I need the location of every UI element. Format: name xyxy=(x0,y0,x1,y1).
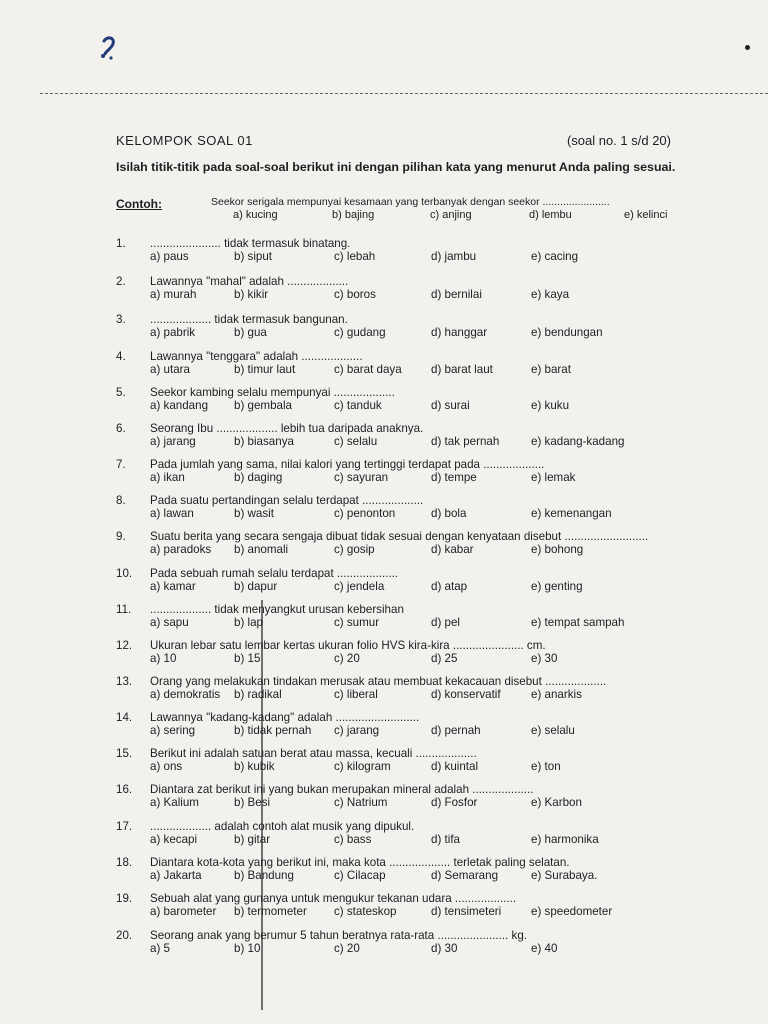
answer-option: d) bola xyxy=(431,507,467,520)
answer-option: c) selalu xyxy=(334,435,378,448)
question-stem: Sebuah alat yang gunanya untuk mengukur tekanan udara ................... xyxy=(150,892,517,905)
answer-option: b) gitar xyxy=(234,833,271,846)
question-item xyxy=(116,237,696,267)
question-number: 1. xyxy=(116,237,126,250)
answer-option: c) barat daya xyxy=(334,363,402,376)
answer-option: d) tempe xyxy=(431,471,477,484)
answer-option: a) Jakarta xyxy=(150,869,202,882)
answer-option: e) Karbon xyxy=(531,796,582,809)
question-item xyxy=(116,711,696,741)
example-label: Contoh: xyxy=(116,197,162,211)
answer-option: c) Natrium xyxy=(334,796,388,809)
answer-option: d) hanggar xyxy=(431,326,488,339)
question-stem: Lawannya "mahal" adalah ................... xyxy=(150,275,349,288)
example-block xyxy=(116,196,676,222)
answer-option: a) Kalium xyxy=(150,796,199,809)
answer-option: a) sapu xyxy=(150,616,189,629)
answer-option: d) barat laut xyxy=(431,363,493,376)
answer-option: a) kecapi xyxy=(150,833,198,846)
question-number: 14. xyxy=(116,711,133,724)
answer-option: b) 15 xyxy=(234,652,261,665)
answer-option: b) gembala xyxy=(234,399,293,412)
answer-option: b) biasanya xyxy=(234,435,294,448)
answer-option: c) lebah xyxy=(334,250,376,263)
question-stem: Seekor kambing selalu mempunyai ................... xyxy=(150,386,395,399)
answer-option: b) dapur xyxy=(234,580,278,593)
question-item xyxy=(116,820,696,850)
answer-option: e) selalu xyxy=(531,724,575,737)
answer-option: e) bohong xyxy=(531,543,584,556)
question-number: 17. xyxy=(116,820,133,833)
answer-option: c) kilogram xyxy=(334,760,391,773)
answer-option: c) sumur xyxy=(334,616,380,629)
question-number: 7. xyxy=(116,458,126,471)
question-item xyxy=(116,675,696,705)
question-stem: Pada jumlah yang sama, nilai kalori yang tertinggi terdapat pada ................... xyxy=(150,458,545,471)
answer-option: c) gosip xyxy=(334,543,375,556)
answer-option: d) kuintal xyxy=(431,760,479,773)
answer-option: c) stateskop xyxy=(334,905,397,918)
answer-option: c) Cilacap xyxy=(334,869,386,882)
answer-option: e) cacing xyxy=(531,250,579,263)
answer-option: a) lawan xyxy=(150,507,194,520)
question-item xyxy=(116,422,696,452)
answer-option: c) jendela xyxy=(334,580,385,593)
answer-option: a) 10 xyxy=(150,652,177,665)
question-range: (soal no. 1 s/d 20) xyxy=(566,133,671,148)
question-number: 20. xyxy=(116,929,133,942)
answer-option: b) lap xyxy=(234,616,264,629)
answer-option: e) barat xyxy=(531,363,571,376)
answer-option: b) kikir xyxy=(234,288,269,301)
question-item xyxy=(116,313,696,343)
question-number: 18. xyxy=(116,856,133,869)
answer-option: e) bendungan xyxy=(531,326,603,339)
question-item xyxy=(116,350,696,380)
top-divider xyxy=(40,93,768,94)
question-item xyxy=(116,892,696,922)
example-stem: Seekor serigala mempunyai kesamaan yang terbanyak dengan seekor ....................... xyxy=(211,196,610,208)
answer-option: a) ons xyxy=(150,760,183,773)
answer-option: a) kandang xyxy=(150,399,209,412)
answer-option: d) tifa xyxy=(431,833,460,846)
answer-option: d) atap xyxy=(431,580,468,593)
answer-option: a) demokratis xyxy=(150,688,221,701)
question-item xyxy=(116,567,696,597)
question-stem: Seorang anak yang berumur 5 tahun beratnya rata-rata ...................... kg. xyxy=(150,929,528,942)
answer-option: d) tensimeteri xyxy=(431,905,502,918)
question-stem: Seorang Ibu ................... lebih tua daripada anaknya. xyxy=(150,422,424,435)
question-stem: Lawannya "kadang-kadang" adalah .......................... xyxy=(150,711,420,724)
question-number: 12. xyxy=(116,639,133,652)
question-number: 15. xyxy=(116,747,133,760)
example-option: d) lembu xyxy=(529,209,572,221)
answer-option: e) speedometer xyxy=(531,905,613,918)
example-option: a) kucing xyxy=(233,209,278,221)
answer-option: e) anarkis xyxy=(531,688,582,701)
answer-option: a) barometer xyxy=(150,905,217,918)
question-stem: Diantara kota-kota yang berikut ini, maka kota ................... terletak paling selatan. xyxy=(150,856,570,869)
answer-option: a) sering xyxy=(150,724,196,737)
question-item xyxy=(116,458,696,488)
answer-option: e) lemak xyxy=(531,471,576,484)
answer-option: e) Surabaya. xyxy=(531,869,598,882)
question-stem: Orang yang melakukan tindakan merusak atau membuat kekacauan disebut ................... xyxy=(150,675,607,688)
answer-option: b) termometer xyxy=(234,905,307,918)
answer-option: e) harmonika xyxy=(531,833,599,846)
answer-option: a) paus xyxy=(150,250,189,263)
answer-option: d) 30 xyxy=(431,942,458,955)
question-stem: Berikut ini adalah satuan berat atau massa, kecuali ................... xyxy=(150,747,477,760)
answer-option: b) Bandung xyxy=(234,869,294,882)
answer-option: a) murah xyxy=(150,288,197,301)
answer-option: c) liberal xyxy=(334,688,378,701)
answer-option: d) 25 xyxy=(431,652,458,665)
question-stem: Diantara zat berikut ini yang bukan merupakan mineral adalah ................... xyxy=(150,783,534,796)
question-number: 19. xyxy=(116,892,133,905)
question-item xyxy=(116,275,696,305)
answer-option: e) kadang-kadang xyxy=(531,435,625,448)
answer-option: e) ton xyxy=(531,760,561,773)
answer-option: c) sayuran xyxy=(334,471,389,484)
question-stem: ................... tidak termasuk bangunan. xyxy=(150,313,348,326)
answer-option: c) bass xyxy=(334,833,372,846)
answer-option: b) kubik xyxy=(234,760,275,773)
answer-option: e) kaya xyxy=(531,288,570,301)
question-item xyxy=(116,530,696,560)
answer-option: b) tidak pernah xyxy=(234,724,312,737)
answer-option: d) tak pernah xyxy=(431,435,500,448)
answer-option: d) konservatif xyxy=(431,688,501,701)
answer-option: e) 40 xyxy=(531,942,558,955)
answer-option: c) gudang xyxy=(334,326,386,339)
question-stem: Lawannya "tenggara" adalah ................... xyxy=(150,350,363,363)
scan-dot xyxy=(745,45,750,50)
question-number: 9. xyxy=(116,530,126,543)
question-stem: ................... adalah contoh alat musik yang dipukul. xyxy=(150,820,415,833)
question-number: 5. xyxy=(116,386,126,399)
answer-option: d) jambu xyxy=(431,250,477,263)
answer-option: a) kamar xyxy=(150,580,196,593)
answer-option: b) radikal xyxy=(234,688,282,701)
question-stem: Pada sebuah rumah selalu terdapat ................... xyxy=(150,567,399,580)
question-number: 16. xyxy=(116,783,133,796)
instruction-text: Isilah titik-titik pada soal-soal berikut ini dengan pilihan kata yang menurut Anda paling sesuai. xyxy=(116,160,676,174)
answer-option: a) jarang xyxy=(150,435,196,448)
question-item xyxy=(116,783,696,813)
answer-option: c) 20 xyxy=(334,942,360,955)
answer-option: c) penonton xyxy=(334,507,396,520)
answer-option: c) tanduk xyxy=(334,399,382,412)
answer-option: d) kabar xyxy=(431,543,474,556)
question-number: 10. xyxy=(116,567,133,580)
question-stem: Suatu berita yang secara sengaja dibuat tidak sesuai dengan kenyataan disebut .......................... xyxy=(150,530,649,543)
question-stem: Pada suatu pertandingan selalu terdapat ................... xyxy=(150,494,424,507)
answer-option: d) pel xyxy=(431,616,461,629)
question-item xyxy=(116,603,696,633)
answer-option: c) boros xyxy=(334,288,376,301)
example-option: c) anjing xyxy=(430,209,472,221)
question-stem: ................... tidak menyangkut urusan kebersihan xyxy=(150,603,404,616)
question-number: 4. xyxy=(116,350,126,363)
question-item xyxy=(116,386,696,416)
answer-option: b) anomali xyxy=(234,543,289,556)
group-title: KELOMPOK SOAL 01 xyxy=(116,133,253,148)
question-item xyxy=(116,856,696,886)
answer-option: b) siput xyxy=(234,250,273,263)
answer-option: b) timur laut xyxy=(234,363,296,376)
answer-option: e) tempat sampah xyxy=(531,616,625,629)
example-option: e) kelinci xyxy=(624,209,668,221)
answer-option: a) paradoks xyxy=(150,543,212,556)
answer-option: d) pernah xyxy=(431,724,481,737)
answer-option: d) Semarang xyxy=(431,869,499,882)
question-number: 13. xyxy=(116,675,133,688)
answer-option: b) daging xyxy=(234,471,283,484)
question-item xyxy=(116,494,696,524)
question-number: 3. xyxy=(116,313,126,326)
question-item xyxy=(116,639,696,669)
answer-option: d) Fosfor xyxy=(431,796,478,809)
question-item xyxy=(116,929,696,959)
answer-option: c) jarang xyxy=(334,724,380,737)
answer-option: c) 20 xyxy=(334,652,360,665)
answer-option: a) 5 xyxy=(150,942,170,955)
answer-option: e) kuku xyxy=(531,399,570,412)
question-stem: ...................... tidak termasuk binatang. xyxy=(150,237,351,250)
question-stem: Ukuran lebar satu lembar kertas ukuran folio HVS kira-kira ...................... cm. xyxy=(150,639,546,652)
answer-option: b) gua xyxy=(234,326,267,339)
answer-option: b) wasit xyxy=(234,507,274,520)
question-number: 8. xyxy=(116,494,126,507)
question-number: 11. xyxy=(116,603,132,616)
answer-option: a) utara xyxy=(150,363,190,376)
answer-option: d) bernilai xyxy=(431,288,482,301)
question-number: 2. xyxy=(116,275,126,288)
answer-option: e) genting xyxy=(531,580,583,593)
answer-option: e) kemenangan xyxy=(531,507,612,520)
answer-option: d) surai xyxy=(431,399,470,412)
answer-option: b) 10 xyxy=(234,942,261,955)
answer-option: a) pabrik xyxy=(150,326,196,339)
answer-option: a) ikan xyxy=(150,471,185,484)
question-item xyxy=(116,747,696,777)
scan-mark xyxy=(98,34,122,64)
example-option: b) bajing xyxy=(332,209,375,221)
answer-option: e) 30 xyxy=(531,652,558,665)
answer-option: b) Besi xyxy=(234,796,271,809)
question-number: 6. xyxy=(116,422,126,435)
